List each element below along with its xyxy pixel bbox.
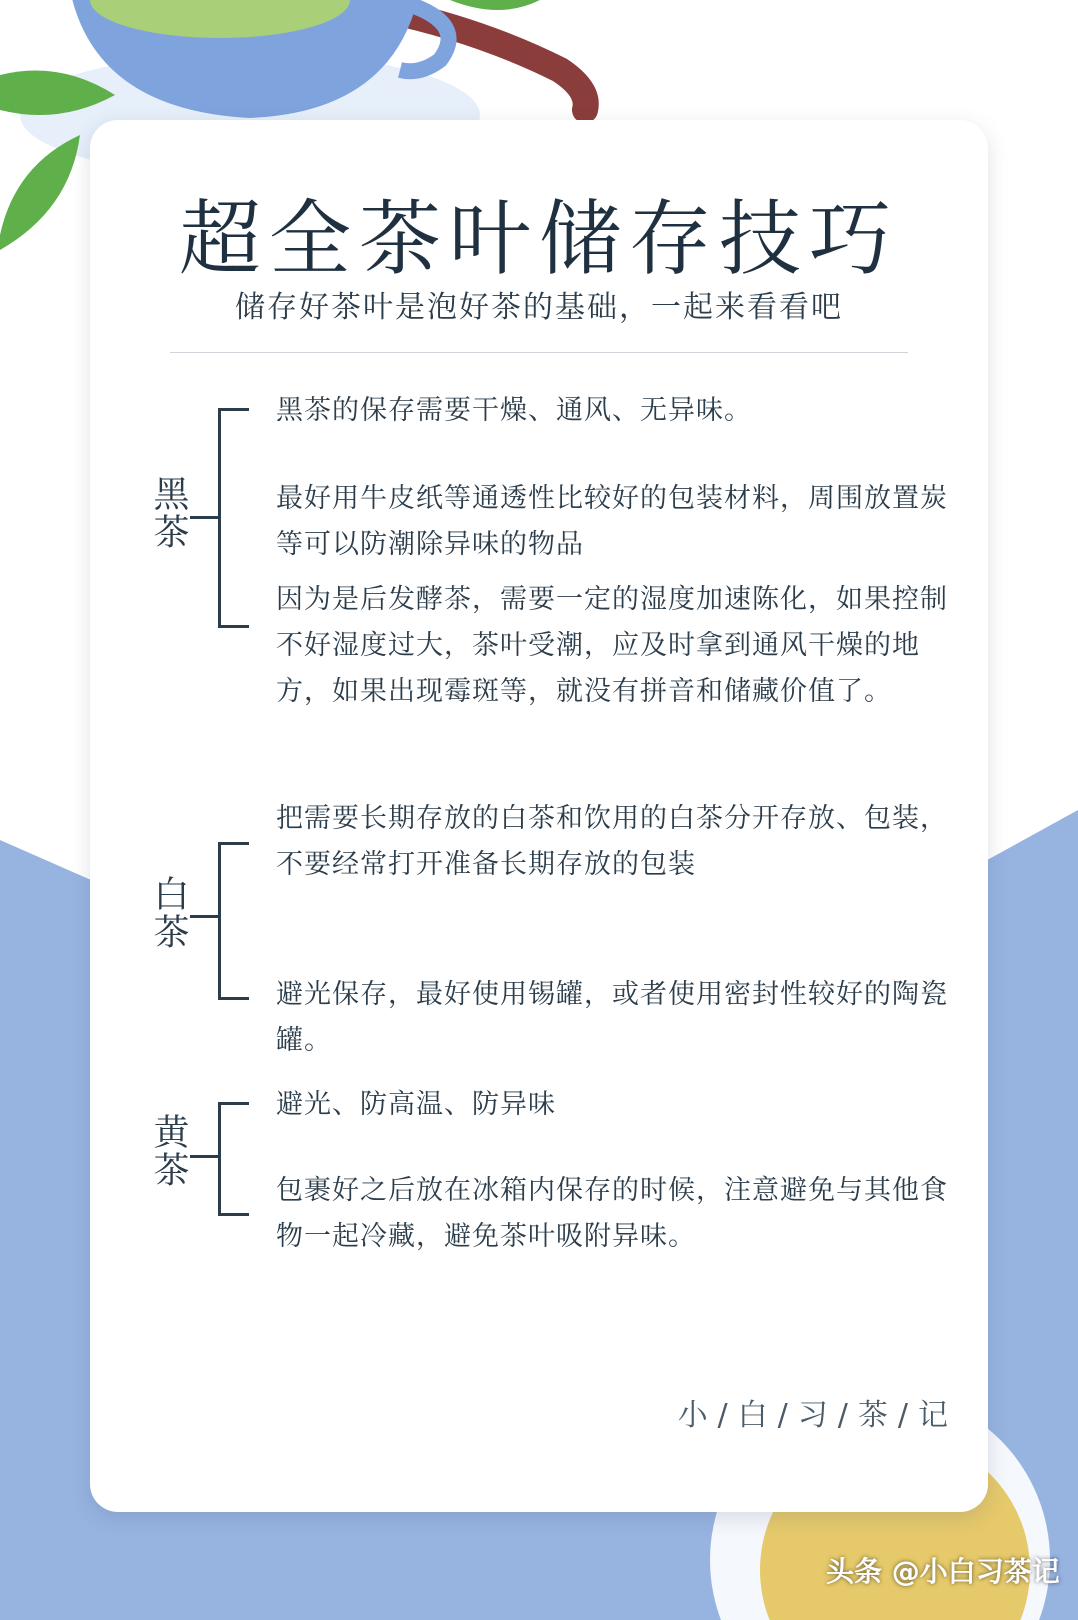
bracket [218,408,249,628]
section-label-black-tea: 黑茶 [148,475,189,551]
page-title: 超全茶叶储存技巧 [178,192,899,287]
section-item: 黑茶的保存需要干燥、通风、无异味。 [276,395,752,426]
bracket-stem [190,1155,220,1158]
section-item: 包裹好之后放在冰箱内保存的时候，注意避免与其他食物一起冷藏，避免茶叶吸附异味。 [276,1175,948,1252]
bracket [218,1102,249,1216]
watermark: 头条 @小白习茶记 [826,1555,1060,1588]
section-item: 避光、防高温、防异味 [276,1089,556,1120]
section-label-yellow-tea: 黄茶 [148,1113,189,1189]
section-item: 把需要长期存放的白茶和饮用的白茶分开存放、包装，不要经常打开准备长期存放的包装 [276,803,948,880]
bracket-stem [190,516,220,519]
bracket [218,842,249,1000]
bracket-stem [190,915,220,918]
section-label-white-tea: 白茶 [148,875,189,951]
page-subtitle: 储存好茶叶是泡好茶的基础，一起来看看吧 [235,290,843,325]
divider [170,352,908,353]
brand-signature: 小/白/习/茶/记 [677,1398,958,1433]
section-item: 因为是后发酵茶，需要一定的湿度加速陈化，如果控制不好湿度过大，茶叶受潮，应及时拿到通风干燥的地方，如果出现霉斑等，就没有拼音和储藏价值了。 [276,584,948,707]
content-card [90,120,988,1512]
section-item: 最好用牛皮纸等通透性比较好的包装材料，周围放置炭等可以防潮除异味的物品 [276,483,948,560]
section-item: 避光保存，最好使用锡罐，或者使用密封性较好的陶瓷罐。 [276,979,948,1056]
